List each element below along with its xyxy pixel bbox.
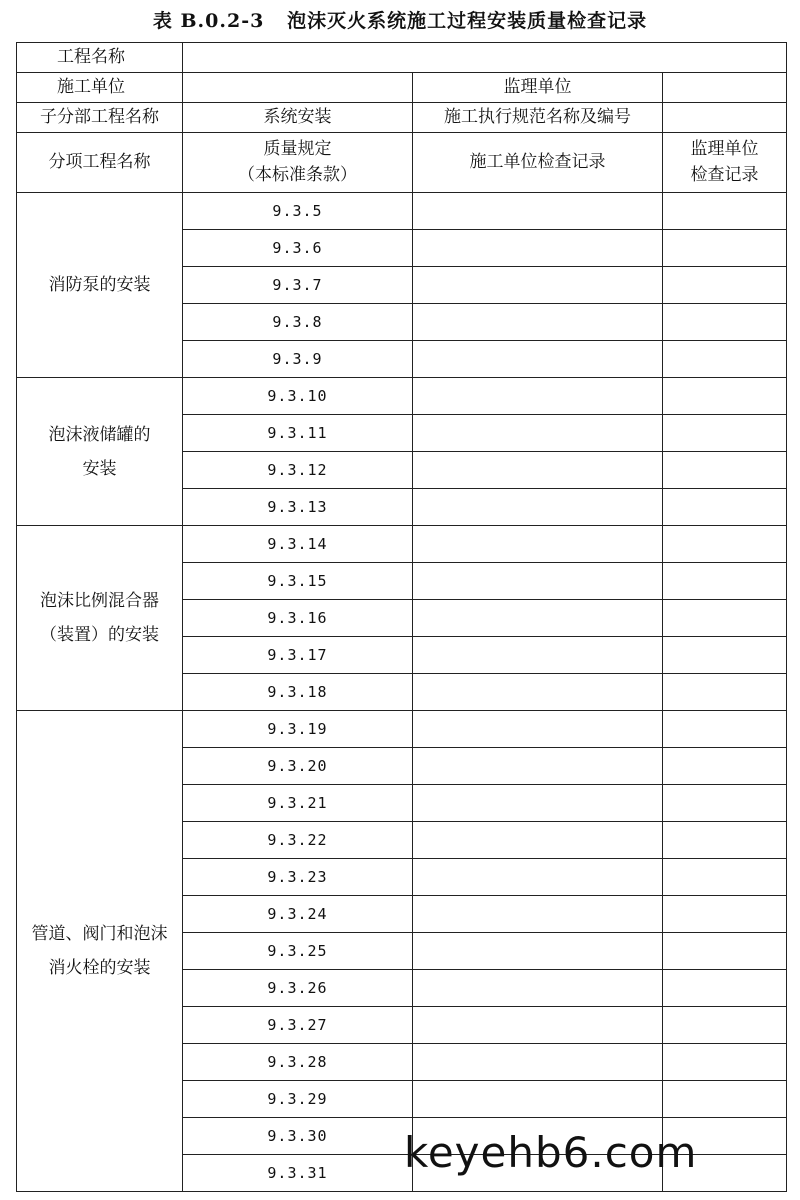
clause-cell: 9.3.31 bbox=[183, 1155, 413, 1192]
construction-record-cell[interactable] bbox=[413, 859, 663, 896]
supervision-record-cell[interactable] bbox=[663, 859, 787, 896]
clause-cell: 9.3.9 bbox=[183, 341, 413, 378]
construction-record-cell[interactable] bbox=[413, 748, 663, 785]
quality-label-line2: （本标准条款） bbox=[238, 164, 357, 185]
construction-record-cell[interactable] bbox=[413, 415, 663, 452]
supervision-record-cell[interactable] bbox=[663, 526, 787, 563]
clause-cell: 9.3.18 bbox=[183, 674, 413, 711]
supervision-record-cell[interactable] bbox=[663, 415, 787, 452]
supervision-record-cell[interactable] bbox=[663, 267, 787, 304]
clause-cell: 9.3.23 bbox=[183, 859, 413, 896]
construction-record-cell[interactable] bbox=[413, 526, 663, 563]
clause-cell: 9.3.16 bbox=[183, 600, 413, 637]
supervision-record-cell[interactable] bbox=[663, 637, 787, 674]
clause-cell: 9.3.10 bbox=[183, 378, 413, 415]
construction-record-cell[interactable] bbox=[413, 1007, 663, 1044]
clause-cell: 9.3.15 bbox=[183, 563, 413, 600]
construction-record-cell[interactable] bbox=[413, 711, 663, 748]
construction-record-cell[interactable] bbox=[413, 822, 663, 859]
subdivision-value: 系统安装 bbox=[183, 103, 413, 133]
item-name-line: 安装 bbox=[82, 458, 117, 479]
supervision-record-cell[interactable] bbox=[663, 378, 787, 415]
construction-record-cell[interactable] bbox=[413, 970, 663, 1007]
supervision-record-cell[interactable] bbox=[663, 600, 787, 637]
construction-record-cell[interactable] bbox=[413, 674, 663, 711]
unit-row bbox=[17, 73, 787, 103]
watermark-text: keyehb6.com bbox=[404, 1128, 698, 1177]
construction-record-cell[interactable] bbox=[413, 489, 663, 526]
supervision-record-cell[interactable] bbox=[663, 230, 787, 267]
clause-cell: 9.3.20 bbox=[183, 748, 413, 785]
column-header-row bbox=[17, 133, 787, 193]
table-row bbox=[17, 711, 787, 748]
clause-cell: 9.3.6 bbox=[183, 230, 413, 267]
item-name-cell bbox=[17, 711, 183, 1192]
project-name-value-cell[interactable] bbox=[183, 43, 787, 73]
project-name-label: 工程名称 bbox=[17, 43, 183, 73]
quality-label-line1: 质量规定 bbox=[263, 139, 332, 159]
clause-cell: 9.3.17 bbox=[183, 637, 413, 674]
supervision-record-cell[interactable] bbox=[663, 304, 787, 341]
page-title: 表 B.0.2-3 泡沫灭火系统施工过程安装质量检查记录 bbox=[152, 10, 648, 32]
clause-cell: 9.3.21 bbox=[183, 785, 413, 822]
table-row bbox=[17, 526, 787, 563]
construction-record-cell[interactable] bbox=[413, 452, 663, 489]
supervision-record-cell[interactable] bbox=[663, 970, 787, 1007]
clause-cell: 9.3.14 bbox=[183, 526, 413, 563]
supervision-record-cell[interactable] bbox=[663, 711, 787, 748]
item-name-line: 消防泵的安装 bbox=[48, 275, 151, 295]
clause-cell: 9.3.13 bbox=[183, 489, 413, 526]
construction-record-cell[interactable] bbox=[413, 933, 663, 970]
construction-record-cell[interactable] bbox=[413, 230, 663, 267]
supervision-unit-value-cell[interactable] bbox=[663, 73, 787, 103]
construction-record-cell[interactable] bbox=[413, 193, 663, 230]
item-name-line: 消火栓的安装 bbox=[48, 958, 151, 978]
item-name-line: 泡沫比例混合器 bbox=[40, 591, 159, 611]
construction-record-cell[interactable] bbox=[413, 1044, 663, 1081]
construction-unit-value-cell[interactable] bbox=[183, 73, 413, 103]
supervision-unit-label: 监理单位 bbox=[413, 73, 663, 103]
clause-cell: 9.3.12 bbox=[183, 452, 413, 489]
item-name-label: 分项工程名称 bbox=[17, 133, 183, 193]
construction-record-cell[interactable] bbox=[413, 378, 663, 415]
supervision-record-cell[interactable] bbox=[663, 896, 787, 933]
construction-record-cell[interactable] bbox=[413, 304, 663, 341]
spec-value-cell[interactable] bbox=[663, 103, 787, 133]
supervision-record-cell[interactable] bbox=[663, 563, 787, 600]
item-name-line: （装置）的安装 bbox=[40, 625, 159, 645]
inspection-record-table bbox=[16, 42, 787, 1192]
subdivision-row bbox=[17, 103, 787, 133]
table-row bbox=[17, 378, 787, 415]
construction-unit-label: 施工单位 bbox=[17, 73, 183, 103]
subdivision-label: 子分部工程名称 bbox=[17, 103, 183, 133]
construction-record-cell[interactable] bbox=[413, 1081, 663, 1118]
supervision-record-cell[interactable] bbox=[663, 341, 787, 378]
construction-record-cell[interactable] bbox=[413, 785, 663, 822]
supervision-record-cell[interactable] bbox=[663, 785, 787, 822]
supervision-record-cell[interactable] bbox=[663, 452, 787, 489]
table-row bbox=[17, 193, 787, 230]
clause-cell: 9.3.19 bbox=[183, 711, 413, 748]
supervision-record-line2: 检查记录 bbox=[690, 164, 759, 185]
supervision-record-cell[interactable] bbox=[663, 1081, 787, 1118]
supervision-record-cell[interactable] bbox=[663, 933, 787, 970]
clause-cell: 9.3.26 bbox=[183, 970, 413, 1007]
clause-cell: 9.3.28 bbox=[183, 1044, 413, 1081]
construction-record-cell[interactable] bbox=[413, 267, 663, 304]
clause-cell: 9.3.5 bbox=[183, 193, 413, 230]
supervision-record-cell[interactable] bbox=[663, 1044, 787, 1081]
construction-record-cell[interactable] bbox=[413, 637, 663, 674]
construction-record-cell[interactable] bbox=[413, 896, 663, 933]
supervision-record-cell[interactable] bbox=[663, 822, 787, 859]
supervision-record-label bbox=[663, 133, 787, 193]
item-name-cell bbox=[17, 378, 183, 526]
clause-cell: 9.3.24 bbox=[183, 896, 413, 933]
construction-record-label: 施工单位检查记录 bbox=[413, 133, 663, 193]
project-name-row bbox=[17, 43, 787, 73]
item-name-cell bbox=[17, 526, 183, 711]
quality-label bbox=[183, 133, 413, 193]
item-name-line: 泡沫液储罐的 bbox=[48, 424, 151, 445]
supervision-record-cell[interactable] bbox=[663, 1007, 787, 1044]
supervision-record-cell[interactable] bbox=[663, 674, 787, 711]
item-name-line: 管道、阀门和泡沫 bbox=[31, 924, 168, 944]
item-name-cell bbox=[17, 193, 183, 378]
clause-cell: 9.3.29 bbox=[183, 1081, 413, 1118]
supervision-record-cell[interactable] bbox=[663, 193, 787, 230]
supervision-record-cell[interactable] bbox=[663, 748, 787, 785]
construction-record-cell[interactable] bbox=[413, 341, 663, 378]
construction-record-cell[interactable] bbox=[413, 563, 663, 600]
supervision-record-line1: 监理单位 bbox=[690, 139, 759, 159]
clause-cell: 9.3.7 bbox=[183, 267, 413, 304]
spec-label: 施工执行规范名称及编号 bbox=[413, 103, 663, 133]
clause-cell: 9.3.25 bbox=[183, 933, 413, 970]
clause-cell: 9.3.22 bbox=[183, 822, 413, 859]
clause-cell: 9.3.8 bbox=[183, 304, 413, 341]
clause-cell: 9.3.30 bbox=[183, 1118, 413, 1155]
supervision-record-cell[interactable] bbox=[663, 489, 787, 526]
clause-cell: 9.3.27 bbox=[183, 1007, 413, 1044]
construction-record-cell[interactable] bbox=[413, 600, 663, 637]
clause-cell: 9.3.11 bbox=[183, 415, 413, 452]
